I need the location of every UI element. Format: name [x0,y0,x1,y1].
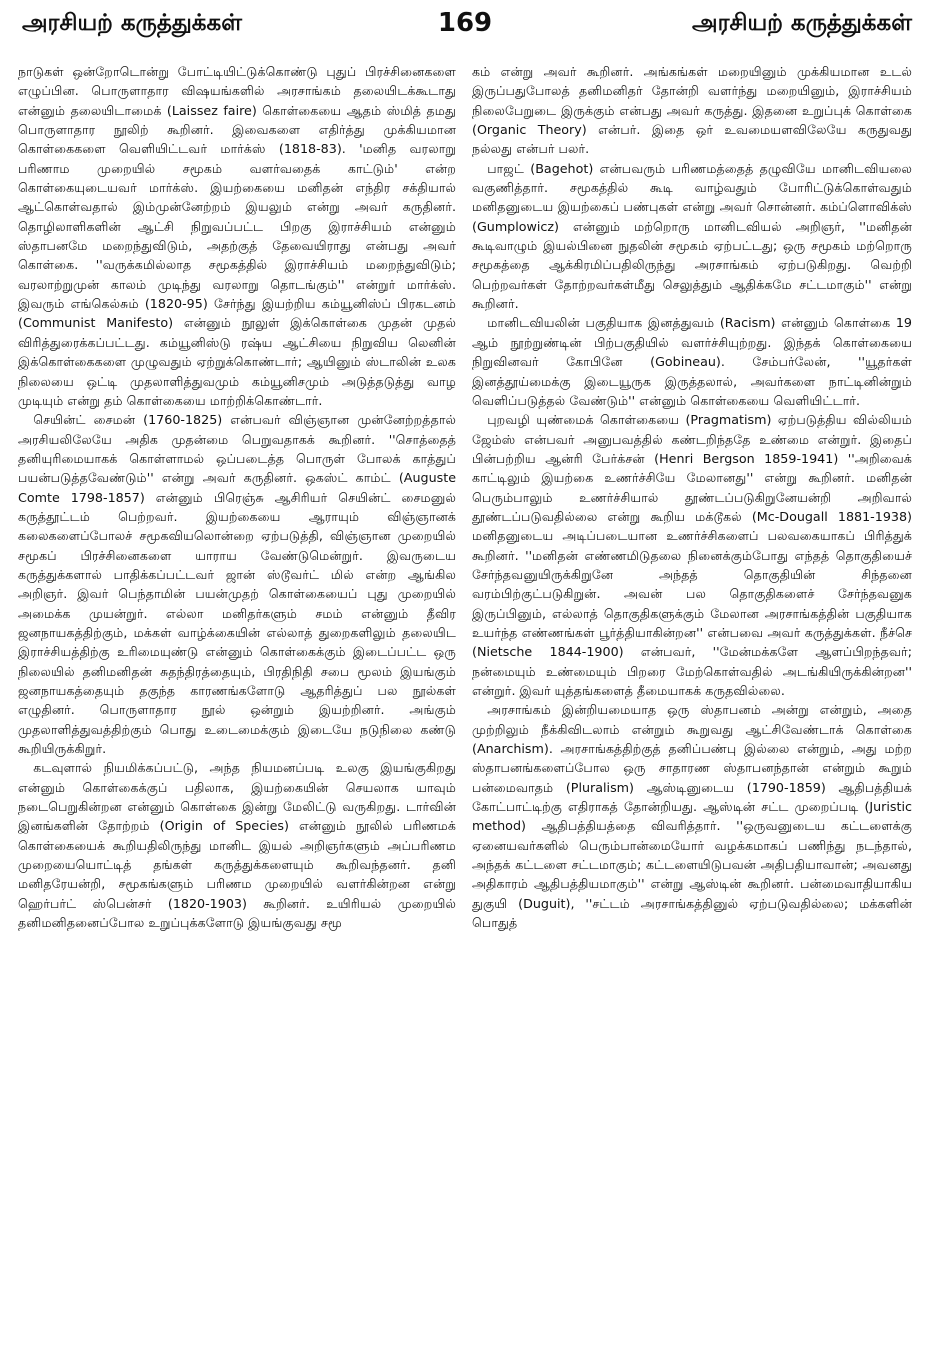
paragraph: கம் என்று அவர் கூறினர். அங்கங்கள் மறையினும் முக்கியமான உடல் இருப்பதுபோலத் தனிமனிதர் தோன்றி வளர்ந்து மறையினும், இராச்சியம் நிலைபேறுடை இருக்கும் என்பது அவர் கருத்து. இதனை உறுப்புக் கொள்கை (Organic Theory) என்பர். இதை ஒர் உவமையளவிலேயே கருதுவது நல்லது என்பர் பலர். [472,64,912,157]
running-head-left: அரசியற் கருத்துக்கள் [22,10,242,36]
right-column [472,62,912,1352]
left-column [18,62,456,1352]
page-header [0,0,930,58]
paragraph: நாடுகள் ஒன்றோடொன்று போட்டியிட்டுக்கொண்டு புதுப் பிரச்சினைகளை எழுப்பின. பொருளாதார விஷயங்களில் அரசாங்கம் தலையிடக்கூடாது என்னும் தலையிடாமைக் (Laissez faire) கொள்கையை ஆதம் ஸ்மித் தமது பொருளாதார நூலிற் கூறினர். இவைகளை எதிர்த்து முக்கியமான கொள்கைகளை வெளியிட்டவர் மார்க்ஸ் (1818-83). 'மனித வரலாறு பரிணாம முறையில் சமூகம் வளர்வதைக் காட்டும்' என்ற கொள்கையுடையவர் மார்க்ஸ். இயற்கையை மனிதன் எந்திர சக்தியால் ஆட்கொள்வதால் இம்முன்னேற்றம் இயலும் என்று அவர் கருதினர். தொழிலாளிகளின் ஆட்சி நிறுவப்பட்ட பிறகு இராச்சியம் என்னும் ஸ்தாபனமே மறைந்துவிடும், அதற்குத் தேவையிராது என்பது அவர் கொள்கை. ''வருக்கமில்லாத சமூகத்தில் இராச்சியம் மறைந்துவிடும்; வரலாற்றுமுன் காலம் முடிந்து வரலாறு தொடங்கும்'' என்றுர் மார்க்ஸ். இவரும் எங்கெல்சும் (1820-95) சேர்ந்து இயற்றிய கம்யூனிஸ்ப் பிரகடனம் (Communist Manifesto) என்னும் நூலுள் இக்கொள்கை முதன் முதல் விரித்துரைக்கப்பட்டது. கம்யூனிஸ்டு ரஷ்ய ஆட்சியை நிறுவிய லெனின் இக்கொள்கைகளை முழுவதும் ஏற்றுக்கொண்டார்; ஆயினும் ஸ்டாலின் உலக நிலையை ஒட்டி முதலாளித்துவமும் கம்யூனிசமும் அடுத்தடுத்து வாழ முடியும் என்று தம் கொள்கையை மாற்றிக்கொண்டார். [18,64,456,408]
running-head-right: அரசியற் கருத்துக்கள் [692,10,912,36]
paragraph: கடவுளால் நியமிக்கப்பட்டு, அந்த நியமனப்படி உலகு இயங்குகிறது என்னும் கொள்கைக்குப் பதிலாக, இயற்கையின் செயலாக யாவும் நடைபெறுகின்றன என்னும் கொள்கை இன்று மேலிட்டு வருகிறது. டார்வின் இனங்களின் தோற்றம் (Origin of Species) என்னும் நூலில் பரிணமக் கொள்கையைக் கூறியதிலிருந்து மானிட இயல் அறிஞர்களும் அப்பரிணம முறையையொட்டித் தங்கள் கருத்துக்களையும் கூறிவந்தனர். தனி மனிதரேயன்றி, சமூகங்களும் பரிணம முறையில் வளர்கின்றன என்று ஹெர்பர்ட் ஸ்பென்சர் (1820-1903) கூறினர். உயிரியல் முறையில் தனிமனிதனைப்போல உறுப்புக்களோடு இயங்குவது சமூ [18,760,456,931]
page-number: 169 [437,8,493,38]
paragraph: செயின்ட் சைமன் (1760-1825) என்பவர் விஞ்ஞான முன்னேற்றத்தால் அரசியலிலேயே அதிக முதன்மை பெறுவதாகக் கூறினர். ''சொத்தைத் தனியுரிமையாகக் கொள்ளாமல் ஒப்படைத்த பொருள் போலக் காத்துப் பயன்படுத்தவேண்டும்'' என்று அவர் கருதினர். ஒகஸ்ட் காம்ட் (Auguste Comte 1798-1857) என்னும் பிரெஞ்சு ஆசிரியர் செயின்ட் சைமனுல் கருத்தூட்டம் பெற்றவர். இயற்கையை ஆராயும் விஞ்ஞானக் கலைகளைப்போலச் சமூகவியலொன்றை ஏற்படுத்தி, விஞ்ஞான முறையில் சமூகப் பிரச்சினைகளை யாராய வேண்டுமென்றுர். இவருடைய கருத்துக்களால் பாதிக்கப்பட்டவர் ஜான் ஸ்டூவர்ட் மில் என்ற ஆங்கில அறிஞர். இவர் பெந்தாமின் பயன்முதற் கொள்கையைப் புது முறையில் அமைக்க முயன்றுர். எல்லா மனிதர்களும் சமம் என்னும் தீவிர ஜனநாயகத்திற்கும், மக்கள் வாழ்க்கையின் எல்லாத் துறைகளிலும் தலையிட இராச்சியத்திற்கு உரிமையுண்டு என்னும் கொள்கைக்கும் இடைப்பட்ட ஒரு நிலையில் தனிமனிதன் சுதந்திரத்தையும், பிரதிநிதி சபை மூலம் இயங்கும் ஜனநாயகத்தையும் தகுந்த காரணங்களோடு ஆதரித்துப் பல நூல்கள் எழுதினர். பொருளாதார நூல் ஒன்றும் இயற்றினர். அங்கும் முதலாளித்துவத்திற்கும் பொது உடைமைக்கும் இடையே நடுநிலை கண்டு கூறியிருக்கிறுர். [18,412,456,757]
paragraph: பாஜட் (Bagehot) என்பவரும் பரிணமத்தைத் தழுவியே மானிடவியலை வகுணித்தார். சமூகத்தில் கூடி வாழ்வதும் போரிட்டுக்கொள்வதும் மனிதனுடைய இயற்கைப் பண்புகள் என்று அவர் சொன்னர். கம்ப்ளொவிக்ஸ் (Gumplowicz) என்னும் மற்றொரு மானிடவியல் அறிஞர், ''மனிதன் கூடிவாழும் இயல்பினை நுதலின் சமூகம் ஏற்பட்டது; ஒரு சமூகம் மற்றொரு சமூகத்தை ஆக்கிரமிப்பதிலிருந்து அரசாங்கம் ஏற்படுகிறது. வெற்றி பெற்றவர்கள் தோற்றவர்கள்மீது செலுத்தும் ஆதிக்கமே சட்டமாகும்'' என்று கூறினர். [472,160,912,312]
paragraph: புறவழி யுண்மைக் கொள்கையை (Pragmatism) ஏற்படுத்திய வில்லியம் ஜேம்ஸ் என்பவர் அனுபவத்தில் கண்டறிந்ததே உண்மை என்றுர். இதைப் பின்பற்றிய ஆன்ரி பேர்க்சன் (Henri Bergson 1859-1941) ''அறிவைக் காட்டிலும் இயற்கை உணர்ச்சியே மேலானது'' என்று கூறினர். மனிதன் பெரும்பாலும் உணர்ச்சியால் தூண்டப்படுகிறுனேயன்றி அறிவால் தூண்டப்படுவதில்லை என்று கூறிய மக்டூகல் (Mc-Dougall 1881-1938) மனிதனுடைய அடிப்படையான உணர்ச்சிகளைப் பலவகையாகப் பிரித்துக் கூறினர். ''மனிதன் எண்ணமிடுதலை நினைக்கும்போது எந்தத் தொகுதியைச் சேர்ந்தவனுயிருக்கிறுனே அந்தத் தொகுதியின் சிந்தனை வரம்பிற்குட்படுகிறுன். அவன் பல தொகுதிகளைச் சேர்ந்தவனுக இருப்பினும், எல்லாத் தொகுதிகளுக்கும் மேலான அரசாங்கத்தின் பகுதியாக உயர்ந்த எண்ணங்கள் பூர்த்தியாகின்றன'' என்பவை அவர் கருத்துக்கள். நீச்செ (Nietsche 1844-1900) என்பவர், ''மேன்மக்களே ஆளப்பிறந்தவர்; நன்மையும் உண்மையும் பிறரை மேற்கொள்வதில் அடங்கியிருக்கின்றன'' என்றுர். இவர் யுத்தங்களைத் தீமையாகக் கருதவில்லை. [472,412,912,698]
paragraph: மானிடவியலின் பகுதியாக இனத்துவம் (Racism) என்னும் கொள்கை 19 ஆம் நூற்றுண்டின் பிற்பகுதியில் வளர்ச்சியுற்றது. இந்தக் கொள்கையை நிறுவினவர் கோபினே (Gobineau). சேம்பர்லேன், ''யூதர்கள் இனத்தூய்மைக்கு இடையூருக இருத்தலால், அவர்களை நாட்டினின்றும் வெளிப்படுத்தல் வேண்டும்'' என்னும் கொள்கையை வெளியிட்டார். [472,315,912,408]
paragraph: அரசாங்கம் இன்றியமையாத ஒரு ஸ்தாபனம் அன்று என்றும், அதை முற்றிலும் நீக்கிவிடலாம் என்றும் கூறுவது ஆட்சிவேண்டாக் கொள்கை (Anarchism). அரசாங்கத்திற்குத் தனிப்பண்பு இல்லை என்றும், அது மற்ற ஸ்தாபனங்களைப்போல ஒரு சாதாரண ஸ்தாபனந்தான் என்றும் கூறும் பன்மைவாதம் (Pluralism) ஆஸ்டினுடைய (1790-1859) ஆதிபத்தியக் கோட்பாட்டிற்கு எதிராகத் தோன்றியது. ஆஸ்டின் சட்ட முறைப்படி (Juristic method) ஆதிபத்தியத்தை விவரித்தார். ''ஒருவனுடைய கட்டளைக்கு ஏனையவர்களில் பெரும்பான்மையோர் வழக்கமாகப் பணிந்து நடந்தால், அந்தக் கட்டளை சட்டமாகும்; கட்டளையிடுபவன் அதிபதியாவான்; அவனது அதிகாரம் ஆதிபத்தியமாகும்'' என்று ஆஸ்டின் கூறினர். பன்மைவாதியாகிய துகுயி (Duguit), ''சட்டம் அரசாங்கத்தினுல் ஏற்படுவதில்லை; மக்களின் பொதுத் [472,702,912,931]
